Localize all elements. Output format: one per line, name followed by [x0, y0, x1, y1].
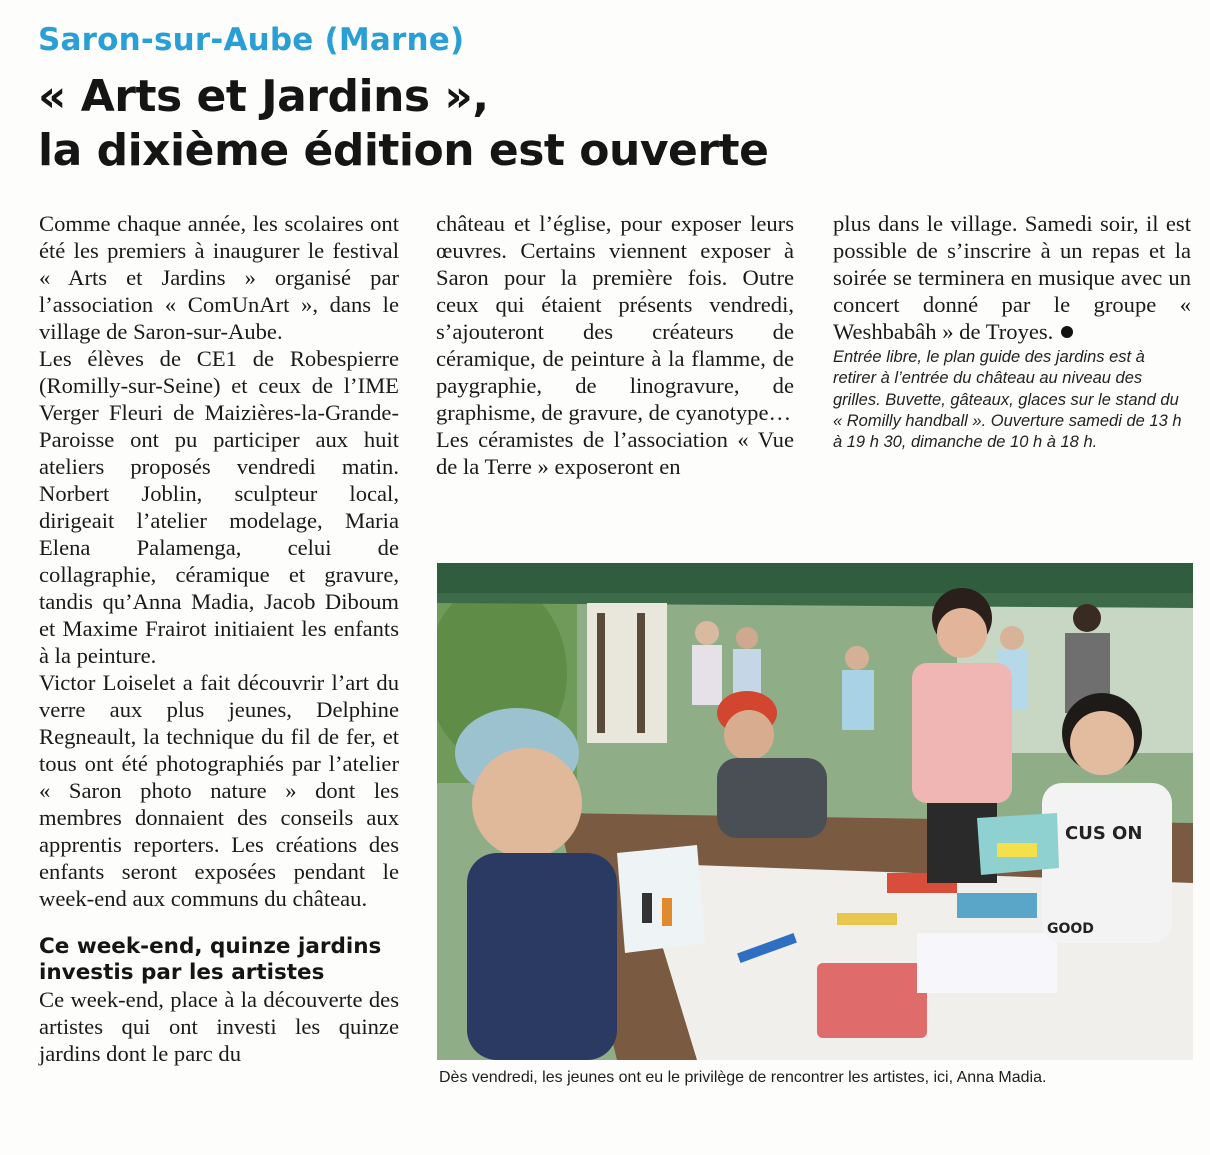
tent-roof [437, 563, 1193, 593]
end-of-article-bullet [1061, 326, 1073, 338]
paragraph: Les céramistes de l’association « Vue de la Terre » exposeront en [436, 427, 794, 479]
practical-info: Entrée libre, le plan guide des jardins est à retirer à l’entrée du château au niveau des grilles. Buvette, gâteaux, glaces sur le stand du « Romilly handball ». Ouverture samedi de 13 h à 19 h 30, dimanche de 10 h à 18 h. [833, 348, 1182, 452]
article-column-1 [39, 210, 399, 1067]
paragraph-text: plus dans le village. Samedi soir, il est possible de s’inscrire à un repas et la soirée se terminera en musique avec un concert donné par le groupe « Weshbabâh » de Troyes. [833, 211, 1191, 344]
photo-caption: Dès vendredi, les jeunes ont eu le privilège de rencontrer les artistes, ici, Anna Madia. [439, 1069, 1047, 1086]
headline-line-1: « Arts et Jardins », [38, 71, 489, 122]
paragraph: château et l’église, pour exposer leurs œuvres. Certains viennent exposer à Saron pour la première fois. Outre ceux qui étaient présents vendredi, s’ajouteront des créateurs de céramique, de peinture à la flamme, de paygraphie, de linogravure, de graphisme, de gravure, de cyanotype… [436, 211, 794, 425]
article-photo [437, 563, 1193, 1060]
paragraph: Les élèves de CE1 de Robespierre (Romilly-sur-Seine) et ceux de l’IME Verger Fleuri de Maizières-la-Grande-Paroisse ont pu participer aux huit ateliers proposés vendredi matin. Norbert Joblin, sculpteur local, dirigeait l’atelier modelage, Maria Elena Palamenga, celui de collagraphie, céramique et gravure, tandis qu’Anna Madia, Jacob Diboum et Maxime Frairot initiaient les enfants à la peinture. [39, 346, 399, 668]
shirt-print: CUS ON [1065, 823, 1143, 844]
subheading: Ce week-end, quinze jardins investis par les artistes [39, 934, 382, 985]
pencil-case [817, 963, 927, 1038]
paragraph: Ce week-end, place à la découverte des artistes qui ont investi les quinze jardins dont le parc du [39, 987, 399, 1066]
shirt-print-2: GOOD [1047, 921, 1094, 937]
paragraph [833, 210, 1191, 345]
headline [38, 70, 1188, 178]
kicker: Saron-sur-Aube (Marne) [38, 22, 465, 58]
artwork-card [617, 845, 705, 953]
paragraph: Victor Loiselet a fait découvrir l’art du verre aux plus jeunes, Delphine Regneault, la technique du fil de fer, et tous ont été photographiés par l’atelier « Saron photo nature » dont les membres donnaient des conseils aux apprentis reporters. Les créations des enfants seront exposées pendant le week-end aux communs du château. [39, 670, 399, 911]
paragraph: Comme chaque année, les scolaires ont été les premiers à inaugurer le festival « Arts et Jardins » organisé par l’association « ComUnArt », dans le village de Saron-sur-Aube. [39, 211, 399, 344]
article-column-3 [833, 210, 1191, 453]
article-column-2 [436, 210, 794, 480]
headline-line-2: la dixième édition est ouverte [38, 125, 769, 176]
